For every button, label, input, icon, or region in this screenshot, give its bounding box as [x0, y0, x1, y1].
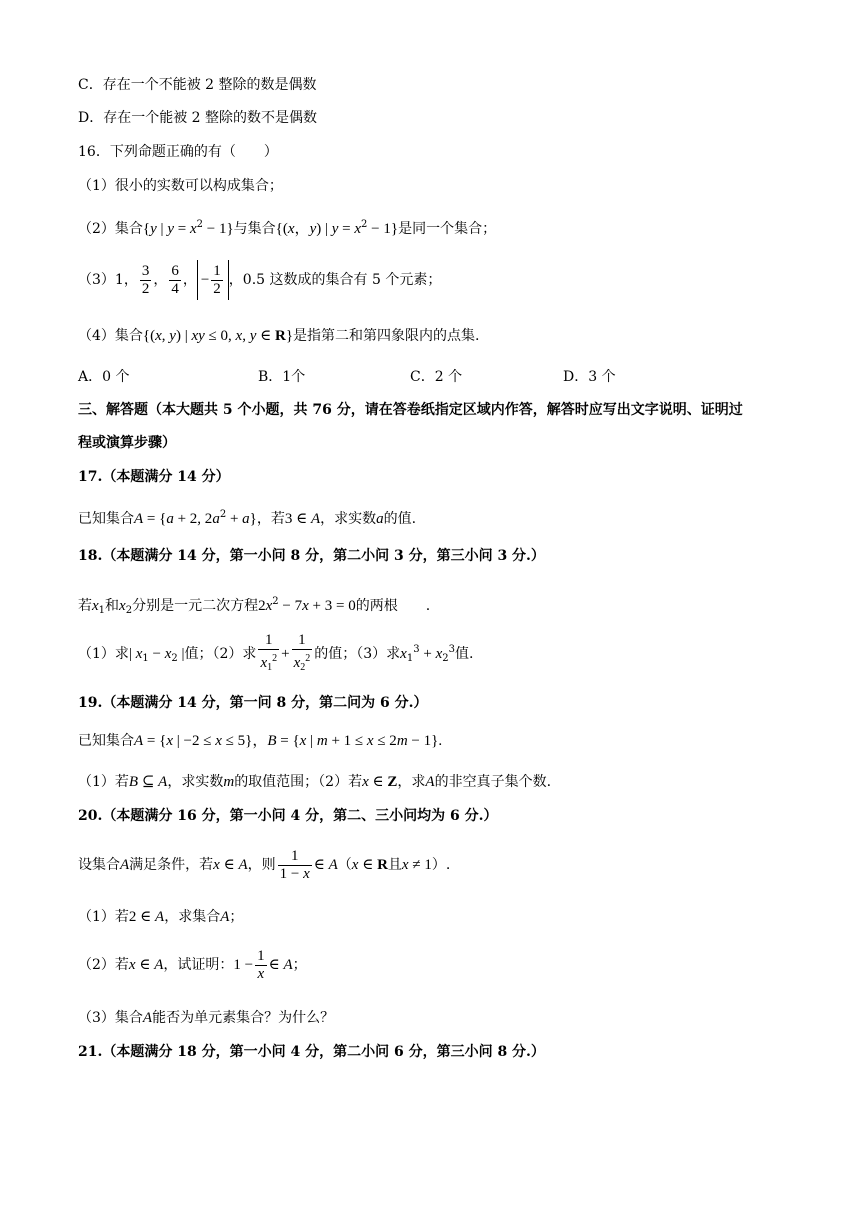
q17-text: 已知集合A = {a + 2, $2a^2 + a$}，若3 ∈ A，求实数a的值. — [78, 509, 417, 527]
q16-statement-3: （3）1， $\frac{3}{2}$ ， $\frac{6}{4}$ ， − $\frac{1}{2}$ ，0.5 这数成的集合有 5 个元素； — [78, 260, 820, 300]
q18-header: 18.（本题满分 14 分，第一小问 8 分，第二小问 3 分，第三小问 3 分.） — [78, 548, 545, 564]
q20-part-2: （2）若x ∈ A，试证明：1 − $\frac{1}{x}$ ∈ A； — [78, 947, 307, 982]
q19-text: 已知集合A = {x | −2 ≤ x ≤ 5}，B = {x | m + 1 ≤ x ≤ 2m − 1}. — [78, 733, 443, 749]
q20-part-1: （1）若2 ∈ A，求集合A； — [78, 909, 244, 925]
q16-statement-2: （2）集合{y | $y = x^2 - 1$}与集合{(x，y) | $y = x^2 - 1$}是同一个集合； — [78, 219, 497, 237]
q18-parts: （1）求| $x_1 - x_2$ |值；（2）求 $\frac{1}{x_1^2}$ + $\frac{1}{x_2^2}$ 的值；（3）求$x_1^3 + x_2^3$值. — [78, 632, 474, 673]
q21-header: 21.（本题满分 18 分，第一小问 4 分，第二小问 6 分，第三小问 8 分.） — [78, 1044, 545, 1060]
q20-text: 设集合A满足条件，若x ∈ A，则 $\frac{1}{1 - x}$ ∈ A（x ∈ R且x ≠ 1）. — [78, 847, 451, 882]
q16-option-b: B．1个 — [258, 369, 306, 385]
q19-header: 19.（本题满分 14 分，第一问 8 分，第二问为 6 分.） — [78, 695, 428, 711]
q16-statement-1: （1）很小的实数可以构成集合； — [78, 178, 283, 194]
q19-parts: （1）若B ⊆ A，求实数m的取值范围；（2）若x ∈ Z，求A的非空真子集个数. — [78, 774, 552, 790]
q17-header: 17.（本题满分 14 分） — [78, 469, 230, 485]
q16-option-a: A．0 个 — [78, 369, 130, 385]
q20-header: 20.（本题满分 16 分，第一小问 4 分，第二、三小问均为 6 分.） — [78, 808, 498, 824]
q16-statement-4: （4）集合{(x, y) | xy ≤ 0, x, y ∈ R}是指第二和第四象限内的点集. — [78, 328, 480, 344]
section-3-title: 三、解答题（本大题共 5 个小题，共 76 分，请在答卷纸指定区域内作答，解答时应写出文字说明、证明过 — [78, 402, 743, 418]
q16-stem: 16．下列命题正确的有（ ） — [78, 144, 278, 160]
q16-option-d: D．3 个 — [563, 369, 616, 385]
q20-part-3: （3）集合A能否为单元素集合？为什么？ — [78, 1010, 335, 1026]
q16-options — [78, 367, 820, 387]
q15-option-c: C．存在一个不能被 2 整除的数是偶数 — [78, 77, 317, 93]
q16-option-c: C．2 个 — [410, 369, 463, 385]
q15-option-d: D．存在一个能被 2 整除的数不是偶数 — [78, 110, 318, 126]
q18-text: 若$x_1$和$x_2$分别是一元二次方程$2x^2 - 7x + 3 = 0$的两根 . — [78, 596, 431, 616]
section-3-title-cont: 程或演算步骤） — [78, 435, 176, 451]
